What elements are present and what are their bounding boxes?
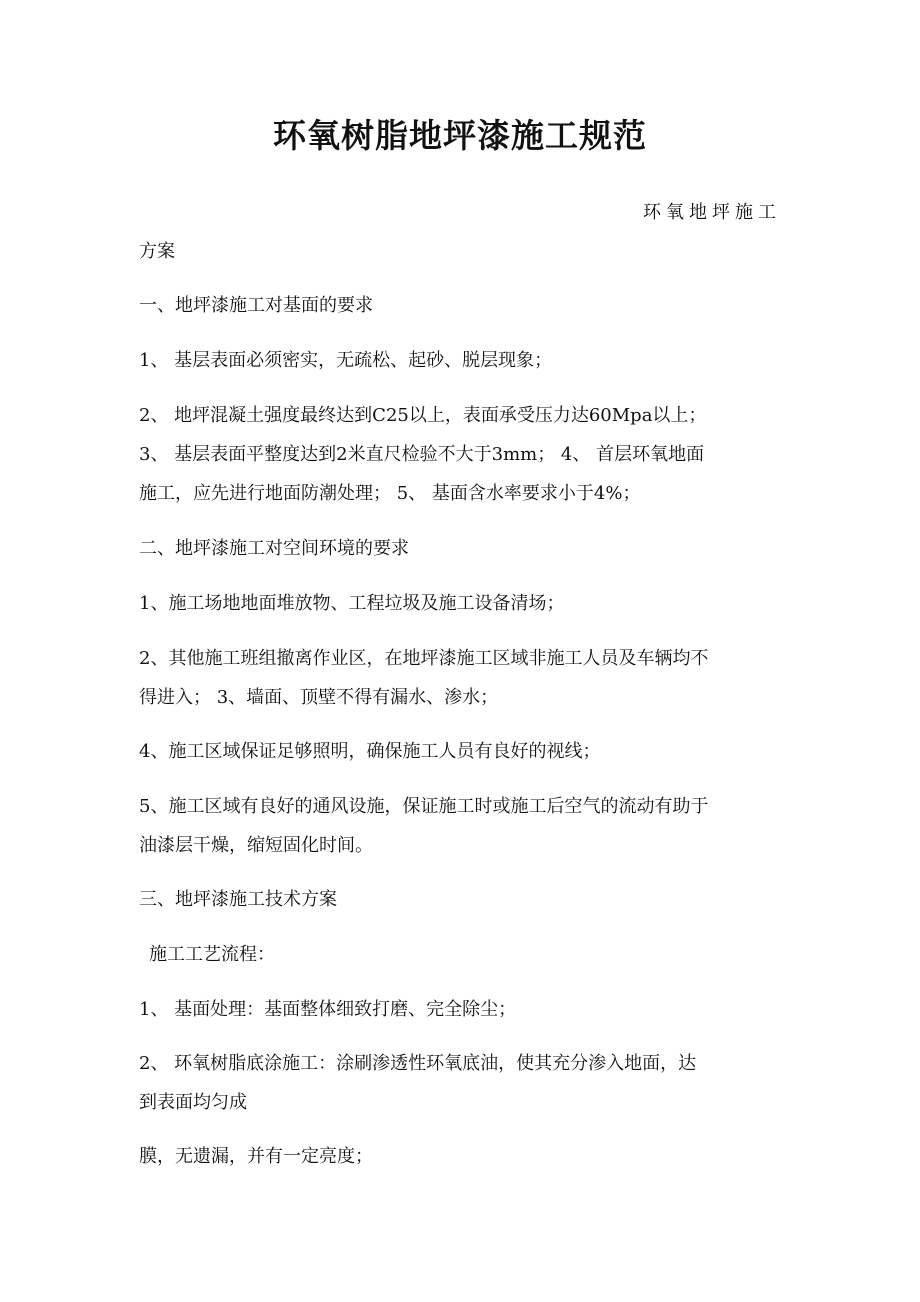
body-line: 3、 基层表面平整度达到2米直尺检验不大于3mm； 4、 首层环氧地面 — [139, 444, 705, 465]
body-line: 膜，无遗漏，并有一定亮度； — [139, 1146, 373, 1167]
subheading: 施工工艺流程： — [149, 944, 275, 965]
body-line: 1、施工场地地面堆放物、工程垃圾及施工设备清场； — [139, 593, 565, 614]
section-heading: 一、地坪漆施工对基面的要求 — [139, 295, 373, 316]
body-line: 1、 基面处理：基面整体细致打磨、完全除尘； — [139, 999, 517, 1020]
body-line: 1、 基层表面必须密实，无疏松、起砂、脱层现象； — [139, 350, 553, 371]
body-line: 2、 环氧树脂底涂施工：涂刷渗透性环氧底油，使其充分渗入地面，达 — [139, 1053, 697, 1074]
body-line: 2、其他施工班组撤离作业区，在地坪漆施工区域非施工人员及车辆均不 — [139, 648, 709, 669]
body-line: 得进入； 3、墙面、顶壁不得有漏水、渗水； — [139, 687, 499, 708]
body-line: 施工，应先进行地面防潮处理； 5、 基面含水率要求小于4%； — [139, 483, 641, 504]
document-subtitle: 环氧地坪施工 — [643, 202, 781, 223]
body-line: 2、 地坪混凝土强度最终达到C25以上，表面承受压力达60Mpa以上； — [139, 405, 707, 426]
section-heading: 三、地坪漆施工技术方案 — [139, 889, 337, 910]
body-line: 5、施工区域有良好的通风设施，保证施工时或施工后空气的流动有助于 — [139, 796, 709, 817]
body-line: 到表面均匀成 — [139, 1092, 247, 1113]
body-line: 油漆层干燥，缩短固化时间。 — [139, 835, 373, 856]
document-title: 环氧树脂地坪漆施工规范 — [273, 116, 647, 155]
section-heading: 二、地坪漆施工对空间环境的要求 — [139, 538, 409, 559]
body-line: 方案 — [139, 241, 175, 262]
body-line: 4、施工区域保证足够照明，确保施工人员有良好的视线； — [139, 741, 601, 762]
